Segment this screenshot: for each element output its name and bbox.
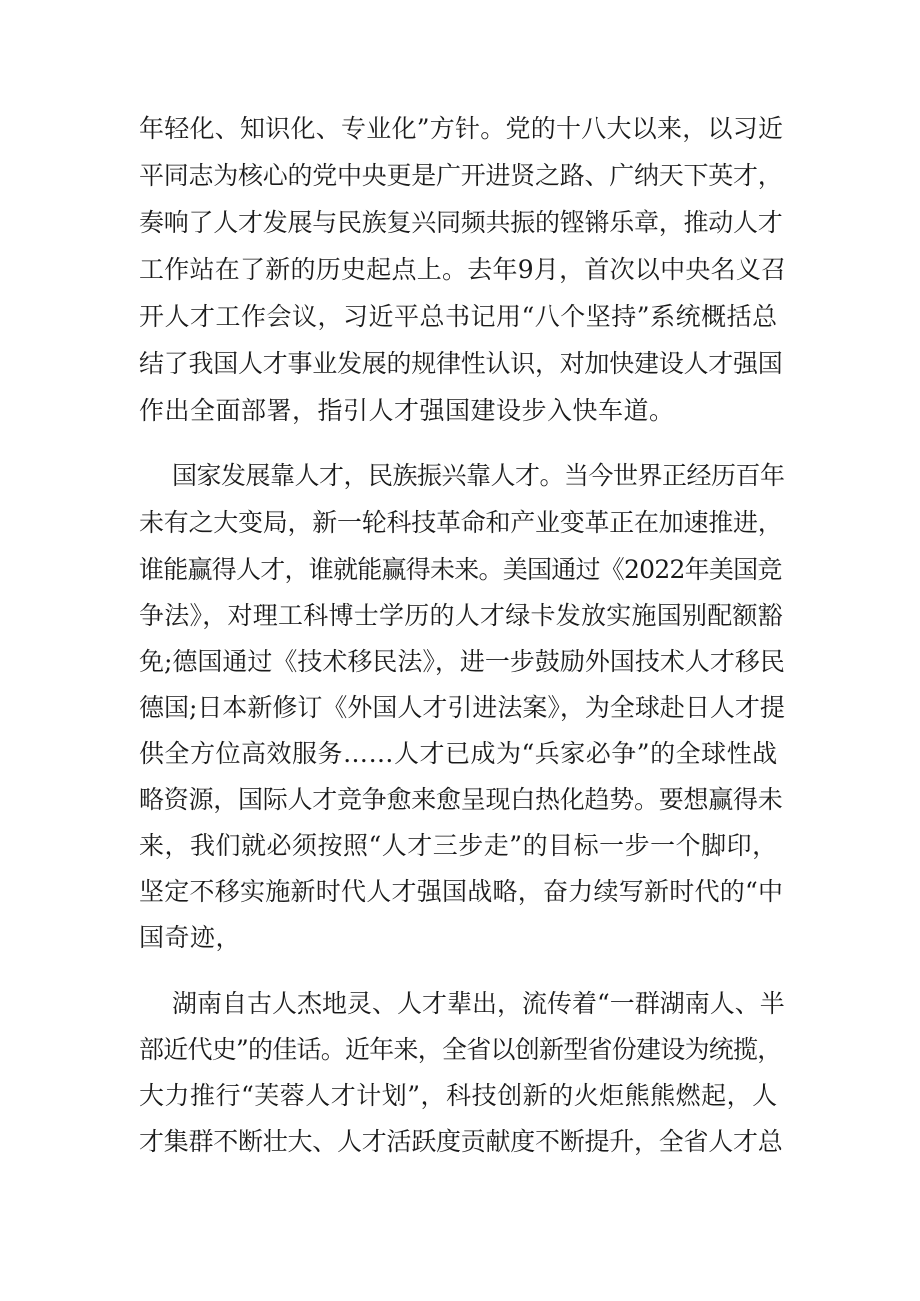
text-line: 来，我们就必须按照“人才三步走”的目标一步一个脚印， — [139, 831, 778, 860]
text-line: 未有之大变局，新一轮科技革命和产业变革正在加速推进， — [139, 508, 783, 537]
text-line: 年轻化、知识化、专业化”方针。党的十八大以来，以习近 — [139, 114, 784, 143]
text-line: 供全方位高效服务……人才已成为“兵家必争”的全球性战 — [139, 739, 778, 768]
text-line: 大力推行“芙蓉人才计划”，科技创新的火炬熊熊燃起，人 — [139, 1081, 778, 1110]
text-line: 略资源，国际人才竞争愈来愈呈现白热化趋势。要想赢得未 — [139, 785, 783, 814]
text-line: 工作站在了新的历史起点上。去年9月，首次以中央名义召 — [139, 255, 787, 284]
text-line: 坚定不移实施新时代人才强国战略，奋力续写新时代的“中 — [139, 877, 784, 906]
text-line: 湖南自古人杰地灵、人才辈出，流传着“一群湖南人、半 — [172, 989, 785, 1018]
text-line: 国家发展靠人才，民族振兴靠人才。当今世界正经历百年 — [172, 461, 785, 490]
text-line: 谁能赢得人才，谁就能赢得未来。美国通过《2022年美国竞 — [139, 555, 782, 584]
text-line: 开人才工作会议，习近平总书记用“八个坚持”系统概括总 — [139, 302, 778, 331]
text-line: 争法》，对理工科博士学历的人才绿卡发放实施国别配额豁 — [139, 601, 784, 630]
text-line: 部近代史”的佳话。近年来，全省以创新型省份建设为统揽， — [139, 1035, 782, 1064]
text-line: 国奇迹， — [139, 923, 242, 952]
text-line: 德国;日本新修订《外国人才引进法案》，为全球赴日人才提 — [139, 693, 785, 722]
text-line: 免;德国通过《技术移民法》，进一步鼓励外国技术人才移民 — [139, 647, 785, 676]
text-line: 作出全面部署，指引人才强国建设步入快车道。 — [139, 396, 675, 425]
text-line: 才集群不断壮大、人才活跃度贡献度不断提升，全省人才总 — [139, 1127, 783, 1156]
text-line: 奏响了人才发展与民族复兴同频共振的铿锵乐章，推动人才 — [139, 208, 783, 237]
text-line: 平同志为核心的党中央更是广开进贤之路、广纳天下英才， — [139, 161, 783, 190]
text-line: 结了我国人才事业发展的规律性认识，对加快建设人才强国 — [139, 349, 783, 378]
